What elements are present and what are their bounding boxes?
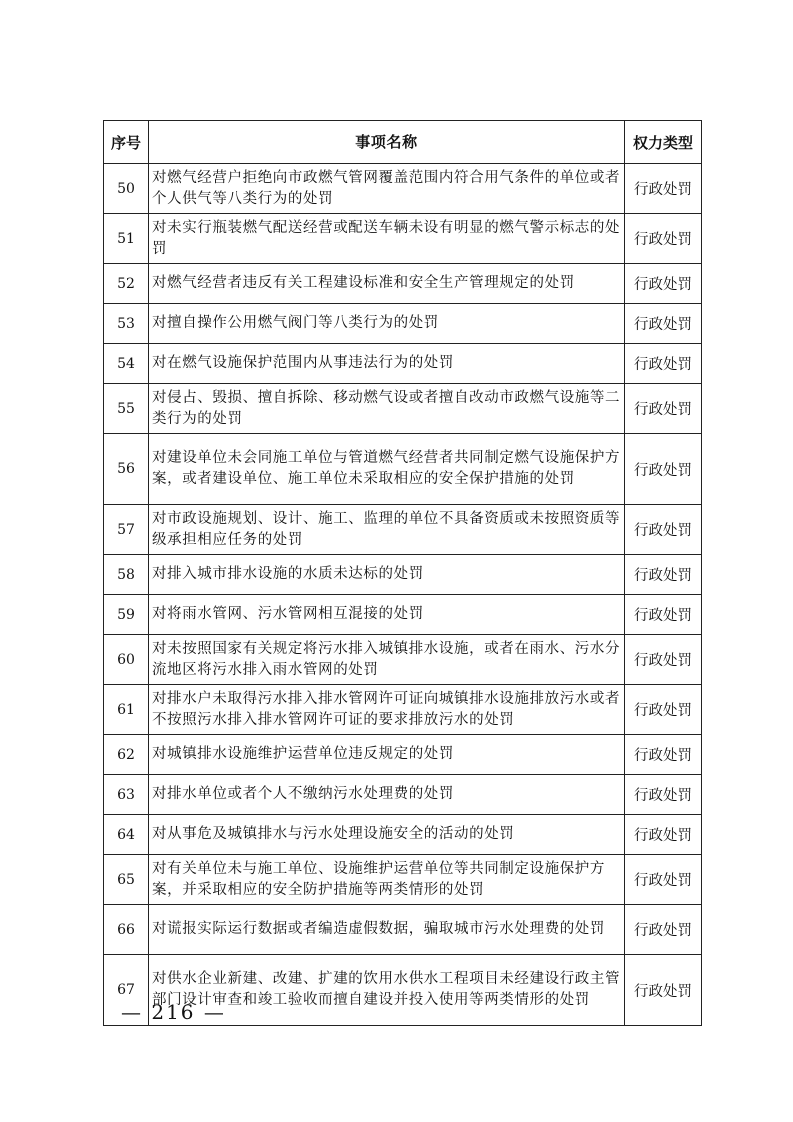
row-type: 行政处罚 <box>625 164 702 214</box>
table-row <box>104 264 702 304</box>
row-no: 54 <box>104 344 149 384</box>
table-row <box>104 434 702 505</box>
row-type: 行政处罚 <box>625 855 702 905</box>
power-list-table <box>103 120 702 1026</box>
row-no: 58 <box>104 555 149 595</box>
table-header-row <box>104 121 702 164</box>
row-name: 对未按照国家有关规定将污水排入城镇排水设施，或者在雨水、污水分流地区将污水排入雨水管网的处罚 <box>149 635 625 685</box>
row-no: 50 <box>104 164 149 214</box>
row-type: 行政处罚 <box>625 304 702 344</box>
row-type: 行政处罚 <box>625 955 702 1026</box>
row-name: 对侵占、毁损、擅自拆除、移动燃气设或者擅自改动市政燃气设施等二类行为的处罚 <box>149 384 625 434</box>
row-name: 对未实行瓶装燃气配送经营或配送车辆未设有明显的燃气警示标志的处罚 <box>149 214 625 264</box>
row-no: 57 <box>104 505 149 555</box>
row-name: 对谎报实际运行数据或者编造虚假数据，骗取城市污水处理费的处罚 <box>149 905 625 955</box>
table-row <box>104 905 702 955</box>
row-no: 65 <box>104 855 149 905</box>
row-type: 行政处罚 <box>625 344 702 384</box>
row-type: 行政处罚 <box>625 635 702 685</box>
row-name: 对将雨水管网、污水管网相互混接的处罚 <box>149 595 625 635</box>
row-no: 52 <box>104 264 149 304</box>
row-no: 55 <box>104 384 149 434</box>
row-type: 行政处罚 <box>625 555 702 595</box>
table-row <box>104 164 702 214</box>
row-name: 对有关单位未与施工单位、设施维护运营单位等共同制定设施保护方案，并采取相应的安全防护措施等两类情形的处罚 <box>149 855 625 905</box>
row-name: 对在燃气设施保护范围内从事违法行为的处罚 <box>149 344 625 384</box>
table-row <box>104 855 702 905</box>
row-name: 对市政设施规划、设计、施工、监理的单位不具备资质或未按照资质等级承担相应任务的处罚 <box>149 505 625 555</box>
row-no: 59 <box>104 595 149 635</box>
table-row <box>104 304 702 344</box>
row-no: 60 <box>104 635 149 685</box>
row-type: 行政处罚 <box>625 264 702 304</box>
row-no: 51 <box>104 214 149 264</box>
page-number: — 216 — <box>121 1000 226 1024</box>
row-type: 行政处罚 <box>625 685 702 735</box>
table-row <box>104 685 702 735</box>
table-row <box>104 775 702 815</box>
table-row <box>104 815 702 855</box>
row-no: 62 <box>104 735 149 775</box>
row-no: 64 <box>104 815 149 855</box>
row-name: 对排水户未取得污水排入排水管网许可证向城镇排水设施排放污水或者不按照污水排入排水管网许可证的要求排放污水的处罚 <box>149 685 625 735</box>
row-name: 对从事危及城镇排水与污水处理设施安全的活动的处罚 <box>149 815 625 855</box>
header-no: 序号 <box>104 121 149 164</box>
row-type: 行政处罚 <box>625 905 702 955</box>
row-type: 行政处罚 <box>625 595 702 635</box>
row-no: 63 <box>104 775 149 815</box>
row-name: 对供水企业新建、改建、扩建的饮用水供水工程项目未经建设行政主管部门设计审查和竣工验收而擅自建设并投入使用等两类情形的处罚 <box>149 955 625 1026</box>
row-type: 行政处罚 <box>625 214 702 264</box>
row-name: 对燃气经营户拒绝向市政燃气管网覆盖范围内符合用气条件的单位或者个人供气等八类行为的处罚 <box>149 164 625 214</box>
row-no: 61 <box>104 685 149 735</box>
row-no: 56 <box>104 434 149 505</box>
header-name: 事项名称 <box>149 121 625 164</box>
row-no: 67 <box>104 955 149 1026</box>
row-name: 对建设单位未会同施工单位与管道燃气经营者共同制定燃气设施保护方案，或者建设单位、施工单位未采取相应的安全保护措施的处罚 <box>149 434 625 505</box>
row-name: 对排水单位或者个人不缴纳污水处理费的处罚 <box>149 775 625 815</box>
table-row <box>104 635 702 685</box>
row-name: 对擅自操作公用燃气阀门等八类行为的处罚 <box>149 304 625 344</box>
row-type: 行政处罚 <box>625 434 702 505</box>
table-row <box>104 505 702 555</box>
row-type: 行政处罚 <box>625 735 702 775</box>
row-name: 对排入城市排水设施的水质未达标的处罚 <box>149 555 625 595</box>
header-type: 权力类型 <box>625 121 702 164</box>
table-row <box>104 555 702 595</box>
row-type: 行政处罚 <box>625 505 702 555</box>
row-name: 对城镇排水设施维护运营单位违反规定的处罚 <box>149 735 625 775</box>
row-name: 对燃气经营者违反有关工程建设标准和安全生产管理规定的处罚 <box>149 264 625 304</box>
row-no: 53 <box>104 304 149 344</box>
row-type: 行政处罚 <box>625 384 702 434</box>
row-type: 行政处罚 <box>625 775 702 815</box>
table-row <box>104 214 702 264</box>
table-row <box>104 735 702 775</box>
table-row <box>104 384 702 434</box>
row-type: 行政处罚 <box>625 815 702 855</box>
table-row <box>104 344 702 384</box>
table-row <box>104 595 702 635</box>
row-no: 66 <box>104 905 149 955</box>
